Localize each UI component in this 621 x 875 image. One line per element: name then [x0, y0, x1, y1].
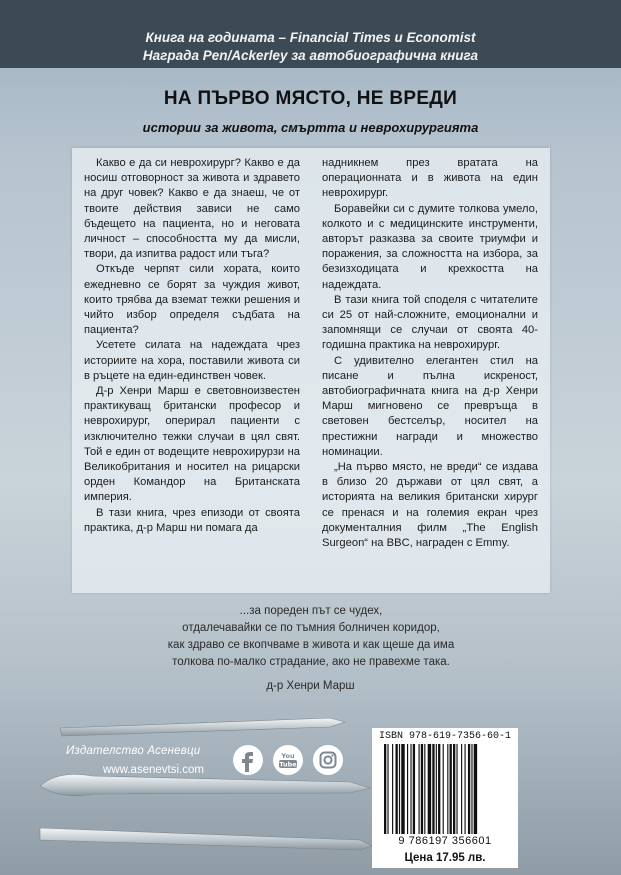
paragraph: Усетете силата на надеждата чрез историите на хора, поставили живота си в ръцете на един-единствен човек. [84, 339, 300, 382]
barcode-bar [387, 744, 388, 834]
barcode-bar [450, 744, 452, 834]
barcode-bar [410, 744, 411, 834]
barcode-bar [396, 744, 398, 834]
paragraph: С удивително елегантен стил на писане и пълна искреност, автобиографичната книга на д-р Хенри Марш мигновено се превръща в световен бестселър, носител на престижни награди и множество номинации. [322, 354, 538, 458]
barcode-bar [468, 744, 470, 834]
paragraph: Откъде черпят сили хората, които ежедневно се борят за чуждия живот, които трябва да вземат тежки решения и чийто избор определя съдбата на пациента? [84, 263, 300, 337]
scalpel-2 [40, 774, 370, 795]
description-right-column [322, 156, 538, 551]
barcode-bar [392, 744, 393, 834]
isbn: ISBN 978-619-7356-60-1 [378, 731, 512, 742]
quote-line: толкова по-малко страдание, ако не правехме така. [172, 656, 450, 668]
isbn-barcode-box [372, 728, 518, 868]
scalpel-illustration [0, 690, 621, 875]
barcode-bar [436, 744, 437, 834]
barcode-bar [474, 744, 477, 834]
barcode [382, 744, 508, 834]
paragraph: надникнем през вратата на операционната и в живота на един неврохирург. [322, 157, 538, 200]
scalpel-1 [60, 718, 345, 736]
barcode-bar [456, 744, 457, 834]
quote-line: как здраво се вкопчваме в живота и как щеше да има [167, 639, 455, 651]
barcode-bar [471, 744, 472, 834]
facebook-icon[interactable] [232, 744, 264, 776]
barcode-bar [399, 744, 400, 834]
svg-text:You: You [281, 752, 295, 760]
barcode-bar [407, 744, 408, 834]
price: Цена 17.95 лв. [404, 852, 486, 864]
barcode-bar [413, 744, 415, 834]
barcode-bar [461, 744, 462, 834]
paragraph: В тази книга той споделя с читателите си 25 от най-сложните, емоционални и запомнящи се случаи от своята 40-годишна практика на неврохирург. [322, 293, 538, 352]
barcode-bar [453, 744, 455, 834]
description-box [72, 148, 550, 593]
paragraph: В тази книга, чрез епизоди от своята практика, д-р Марш ни помага да [84, 506, 300, 534]
paragraph: Боравейки си с думите толкова умело, колкото и с медицинските инструменти, авторът разказва за своите триумфи и поражения, за сложността на избора, за безизходицата и крехкостта на надеждата. [322, 202, 538, 291]
barcode-bar [419, 744, 420, 834]
paragraph: Какво е да си неврохирург? Какво е да носиш отговорност за живота и здравето на друг човек? Какво е да знаеш, че от твоите действия зависи не само бъдещето на пациента, но и неговата личност – способността му да мисли, твори, да изпитва радост или тъга? [84, 157, 300, 261]
description-left-column [84, 156, 300, 536]
svg-text:Tube: Tube [279, 760, 297, 769]
barcode-bar [424, 744, 425, 834]
barcode-bar [438, 744, 440, 834]
paragraph: Д-р Хенри Марш е световноизвестен практикуващ британски професор и неврохирург, оперирал пациенти с изключително тежки случаи в цял свят. Той е един от водещите неврохирурзи на Великобритания и носител на рицарски орден Командор на Британската империя. [84, 385, 300, 504]
scalpel-3 [40, 828, 372, 850]
barcode-bar [421, 744, 423, 834]
barcode-digits: 9 786197 356601 [398, 835, 492, 847]
publisher-name: Издателство Асеневци [66, 745, 201, 757]
barcode-bar [428, 744, 431, 834]
barcode-bar [384, 744, 386, 834]
barcode-bar [401, 744, 404, 834]
publisher-website[interactable]: www.asenevtsi.com [103, 764, 204, 776]
award-line-2: Награда Pen/Ackerley за автобиографична книга [142, 48, 479, 63]
instagram-icon[interactable] [312, 744, 344, 776]
book-subtitle: истории за живота, смъртта и неврохирургията [142, 120, 479, 135]
paragraph: „На първо място, не вреди“ се издава в близо 20 държави от цял свят, а историята на великия британски хирург се пренася и на големия екран чрез документалния филм „The English Surgeon“ на BBC, награден с Emmy. [322, 461, 538, 550]
youtube-icon[interactable] [272, 744, 304, 776]
top-banner [0, 0, 621, 68]
quote-line: отдалечавайки се по тъмния болничен коридор, [182, 622, 440, 634]
barcode-bar [465, 744, 466, 834]
book-title: НА ПЪРВО МЯСТО, НЕ ВРЕДИ [163, 88, 458, 109]
quote-line: ...за пореден път се чудех, [239, 605, 383, 617]
author-quote [96, 603, 526, 671]
barcode-bar [447, 744, 448, 834]
barcode-bar [443, 744, 444, 834]
award-line-1: Книга на годината – Financial Times и Economist [145, 30, 476, 45]
barcode-bar [432, 744, 434, 834]
quote-author: д-р Хенри Марш [266, 680, 355, 692]
